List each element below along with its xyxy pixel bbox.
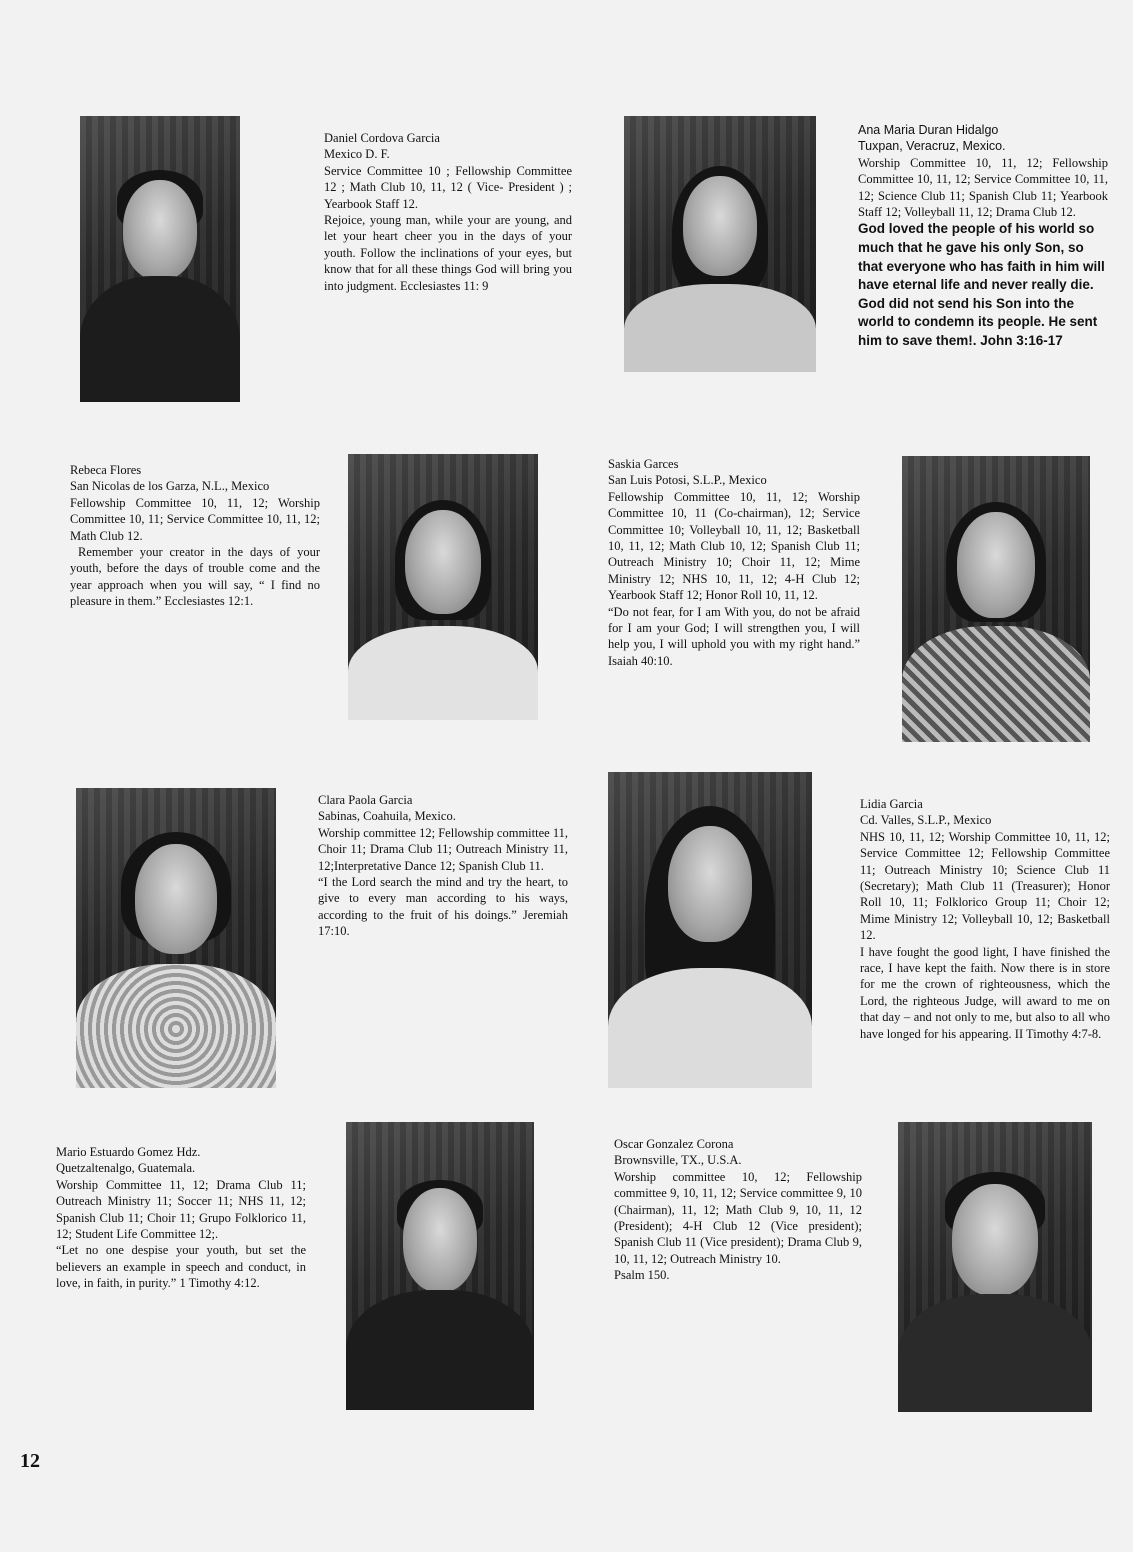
portrait-photo-rebeca-flores: [348, 454, 538, 720]
student-quote: God loved the people of his world so much that he gave his only Son, so that everyone who has faith in him will have eternal life and never really die. God did not send his Son into the world to condemn its people. He sent him to save them!. John 3:16-17: [858, 221, 1105, 348]
bio-saskia-garces: [608, 456, 860, 669]
bio-lidia-garcia: [860, 796, 1110, 1042]
student-quote: “I the Lord search the mind and try the heart, to give to every man according to his ways, according to the fruit of his doings.” Jeremiah 17:10.: [318, 875, 568, 939]
portrait-photo-mario-estuardo-gomez-hdz: [346, 1122, 534, 1410]
portrait-photo-ana-maria-duran-hidalgo: [624, 116, 816, 372]
student-name: Saskia Garces: [608, 457, 679, 471]
student-name: Daniel Cordova Garcia: [324, 131, 440, 145]
student-quote: Psalm 150.: [614, 1268, 670, 1283]
student-activities: Worship Committee 10, 11, 12; Fellowship Committee 10, 11, 12; Service Committee 10, 11, 12; Science Club 11; Spanish Club 11; Yearbook Staff 12; Volleyball 11, 12; Drama Club 12.: [858, 155, 1108, 220]
bio-daniel-cordova-garcia: [324, 130, 572, 294]
student-activities: Worship Committee 11, 12; Drama Club 11; Outreach Ministry 11; Soccer 11; NHS 11, 12; Spanish Club 11; Choir 11; Grupo Folklorico 11, 12; Student Life Committee 12;.: [56, 1177, 306, 1242]
student-hometown: Sabinas, Coahuila, Mexico.: [318, 809, 456, 824]
student-quote: Remember your creator in the days of your youth, before the days of trouble come and the year approach when you will say, “ I find no pleasure in them.” Ecclesiastes 12:1.: [70, 545, 320, 609]
student-quote: Rejoice, young man, while your are young, and let your heart cheer you in the days of your youth. Follow the inclinations of your eyes, but know that for all these things God will bring you into judgment. Ecclesiastes 11: 9: [324, 213, 572, 293]
portrait-photo-clara-paola-garcia: [76, 788, 276, 1088]
student-hometown: Tuxpan, Veracruz, Mexico.: [858, 139, 1006, 154]
student-hometown: Brownsville, TX., U.S.A.: [614, 1153, 742, 1168]
student-activities: Service Committee 10 ; Fellowship Committee 12 ; Math Club 10, 11, 12 ( Vice- President ) ; Yearbook Staff 12.: [324, 163, 572, 211]
student-hometown: San Luis Potosi, S.L.P., Mexico: [608, 473, 767, 488]
student-activities: Worship committee 10, 12; Fellowship committee 9, 10, 11, 12; Service committee 9, 10 (Chairman), 11, 12; Math Club 9, 10, 11, 12 (President); 4-H Club 12 (Vice president); Spanish Club 11 (Vice president); Drama Club 9, 10, 11, 12; Outreach Ministry 10.: [614, 1169, 862, 1266]
portrait-photo-daniel-cordova-garcia: [80, 116, 240, 402]
student-hometown: Cd. Valles, S.L.P., Mexico: [860, 813, 992, 828]
bio-oscar-gonzalez-corona: [614, 1136, 862, 1284]
student-activities: Fellowship Committee 10, 11, 12; Worship Committee 10, 11; Service Committee 10, 11, 12; Math Club 12.: [70, 495, 320, 543]
student-name: Ana Maria Duran Hidalgo: [858, 123, 999, 137]
bio-ana-maria-duran-hidalgo: [858, 122, 1108, 351]
portrait-photo-oscar-gonzalez-corona: [898, 1122, 1092, 1412]
student-quote: I have fought the good light, I have finished the race, I have kept the faith. Now there is in store for me the crown of righteousness, which the Lord, the righteous Judge, will award to me on that day – and not only to me, but also to all who have longed for his appearing. II Timothy 4:7-8.: [860, 944, 1110, 1041]
student-activities: Fellowship Committee 10, 11, 12; Worship Committee 10, 11 (Co-chairman), 12; Service Committee 10; Volleyball 10, 11, 12; Basketball 10, 11, 12; Math Club 10, 12; Spanish Club 11; Outreach Ministry 10; Choir 11, 12; Mime Ministry 12; NHS 10, 11, 12; 4-H Club 12; Yearbook Staff 12; Honor Roll 10, 11, 12.: [608, 489, 860, 603]
student-name: Lidia Garcia: [860, 797, 923, 811]
student-quote: “Do not fear, for I am With you, do not be afraid for I am your God; I will strengthen you, I will help you, I will uphold you with my right hand.” Isaiah 40:10.: [608, 604, 860, 668]
bio-rebeca-flores: [70, 462, 320, 610]
student-name: Rebeca Flores: [70, 463, 142, 477]
page-number: 12: [20, 1450, 40, 1472]
student-name: Oscar Gonzalez Corona: [614, 1137, 734, 1151]
portrait-photo-saskia-garces: [902, 456, 1090, 742]
student-name: Mario Estuardo Gomez Hdz.: [56, 1145, 201, 1159]
student-hometown: Quetzaltenalgo, Guatemala.: [56, 1161, 196, 1176]
student-activities: Worship committee 12; Fellowship committee 11, Choir 11; Drama Club 11; Outreach Ministry 11, 12;Interpretative Dance 12; Spanish Club 11.: [318, 825, 568, 873]
student-hometown: San Nicolas de los Garza, N.L., Mexico: [70, 479, 270, 494]
student-activities: NHS 10, 11, 12; Worship Committee 10, 11, 12; Service Committee 12; Fellowship Committee 11; Outreach Ministry 10; Science Club 11 (Secretary); Math Club 11 (Treasurer); Honor Roll 10, 11; Folklorico Group 11; Choir 12; Mime Ministry 12; Volleyball 10, 12; Basketball 12.: [860, 829, 1110, 943]
student-hometown: Mexico D. F.: [324, 147, 390, 162]
bio-mario-estuardo-gomez-hdz: [56, 1144, 306, 1292]
portrait-photo-lidia-garcia: [608, 772, 812, 1088]
student-quote: “Let no one despise your youth, but set the believers an example in speech and conduct, in love, in faith, in purity.” 1 Timothy 4:12.: [56, 1243, 306, 1291]
bio-clara-paola-garcia: [318, 792, 568, 940]
student-name: Clara Paola Garcia: [318, 793, 413, 807]
